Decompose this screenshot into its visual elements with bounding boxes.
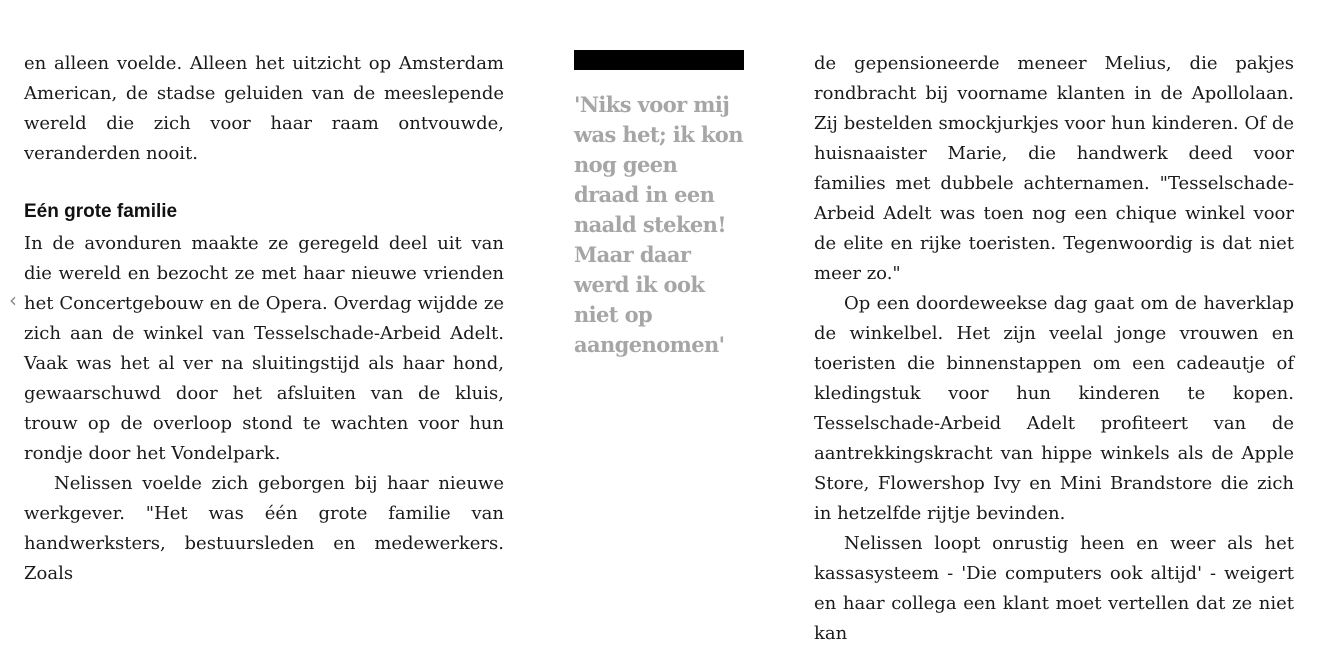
paragraph: Nelissen loopt onrustig heen en weer als het kassasysteem - 'Die computers ook altijd' - weigert en haar collega een klant moet vertellen dat ze niet kan bbox=[814, 533, 1294, 644]
pull-quote: 'Niks voor mij was het; ik kon nog geen draad in een naald steken! Maar daar werd ik ook niet op aangenomen' bbox=[574, 92, 743, 357]
paragraph: Nelissen voelde zich geborgen bij haar nieuwe werkgever. "Het was één grote familie van handwerksters, bestuursleden en medewerkers. Zoals bbox=[24, 473, 504, 584]
paragraph: Op een doordeweekse dag gaat om de haverklap de winkelbel. Het zijn veelal jonge vrouwen en toeristen die binnenstappen om een cadeautje of kledingstuk voor hun kinderen te kopen. Tesselschade-Arbeid Adelt profiteert van de aantrekkingskracht van hippe winkels als de Apple Store, Flowershop Ivy en Mini Brandstore die zich in hetzelfde rijtje bevinden. bbox=[814, 293, 1294, 524]
paragraph: In de avonduren maakte ze geregeld deel uit van die wereld en bezocht ze met haar nieuwe vrienden het Concertgebouw en de Opera. Overdag wijdde ze zich aan de winkel van Tesselschade-Arbeid Adelt. Vaak was het al ver na sluitingstijd als haar hond, gewaarschuwd door het afsluiten van de kluis, trouw op de overloop stond te wachten voor hun rondje door het Vondelpark. bbox=[24, 233, 504, 464]
paragraph: de gepensioneerde meneer Melius, die pakjes rondbracht bij voorname klanten in de Apollolaan. Zij bestelden smockjurkjes voor hun kinderen. Of de huisnaaister Marie, die handwerk deed voor families met dubbele achternamen. "Tesselschade-Arbeid Adelt was toen nog een chique winkel voor de elite en rijke toeristen. Tegenwoordig is dat niet meer zo." bbox=[814, 53, 1294, 284]
chevron-left-icon: ‹ bbox=[9, 288, 17, 312]
right-text-column bbox=[814, 49, 1294, 649]
previous-page-button[interactable] bbox=[9, 290, 17, 310]
section-heading: Eén grote familie bbox=[24, 201, 178, 222]
paragraph-gap bbox=[24, 169, 504, 199]
left-text-column bbox=[24, 49, 504, 589]
pull-quote-bar bbox=[574, 50, 744, 70]
paragraph: en alleen voelde. Alleen het uitzicht op Amsterdam American, de stadse geluiden van de meeslepende wereld die zich voor haar raam ontvouwde, veranderden nooit. bbox=[24, 53, 504, 164]
